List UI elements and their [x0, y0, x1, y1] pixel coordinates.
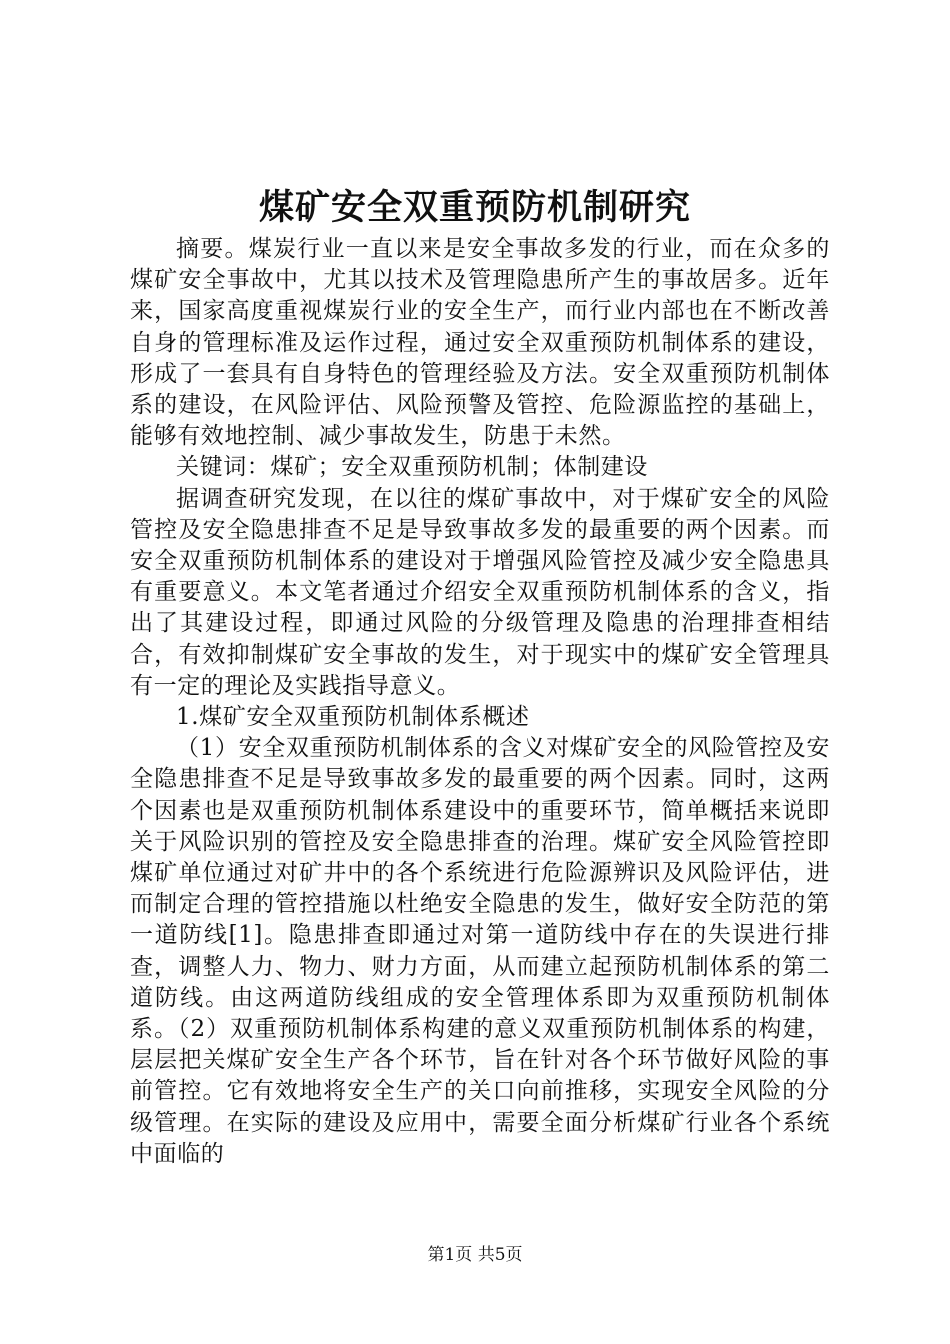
- keywords-paragraph: 关键词：煤矿；安全双重预防机制；体制建设: [176, 454, 648, 481]
- document-body: [130, 234, 830, 1170]
- intro-paragraph: 据调查研究发现，在以往的煤矿事故中，对于煤矿安全的风险管控及安全隐患排查不足是导致事故多发的最重要的两个因素。而安全双重预防机制体系的建设对于增强风险管控及减少安全隐患具有重要意义。本文笔者通过介绍安全双重预防机制体系的含义，指出了其建设过程，即通过风险的分级管理及隐患的治理排查相结合，有效抑制煤矿安全事故的发生，对于现实中的煤矿安全管理具有一定的理论及实践指导意义。: [130, 485, 830, 699]
- section-heading: 1.煤矿安全双重预防机制体系概述: [176, 704, 530, 731]
- abstract-paragraph: 摘要。煤炭行业一直以来是安全事故多发的行业，而在众多的煤矿安全事故中，尤其以技术及管理隐患所产生的事故居多。近年来，国家高度重视煤炭行业的安全生产，而行业内部也在不断改善自身的管理标准及运作过程，通过安全双重预防机制体系的建设，形成了一套具有自身特色的管理经验及方法。安全双重预防机制体系的建设，在风险评估、风险预警及管控、危险源监控的基础上，能够有效地控制、减少事故发生，防患于未然。: [130, 236, 830, 450]
- page-footer: 第1页 共5页: [427, 1245, 523, 1265]
- document-title: 煤矿安全双重预防机制研究: [258, 187, 691, 228]
- section-paragraph: （1）安全双重预防机制体系的含义对煤矿安全的风险管控及安全隐患排查不足是导致事故多发的最重要的两个因素。同时，这两个因素也是双重预防机制体系建设中的重要环节，简单概括来说即关于风险识别的管控及安全隐患排查的治理。煤矿安全风险管控即煤矿单位通过对矿井中的各个系统进行危险源辨识及风险评估，进而制定合理的管控措施以杜绝安全隐患的发生，做好安全防范的第一道防线[1]。隐患排查即通过对第一道防线中存在的失误进行排查，调整人力、物力、财力方面，从而建立起预防机制体系的第二道防线。由这两道防线组成的安全管理体系即为双重预防机制体系。（2）双重预防机制体系构建的意义双重预防机制体系的构建，层层把关煤矿安全生产各个环节，旨在针对各个环节做好风险的事前管控。它有效地将安全生产的关口向前推移，实现安全风险的分级管理。在实际的建设及应用中，需要全面分析煤矿行业各个系统中面临的: [130, 735, 830, 1167]
